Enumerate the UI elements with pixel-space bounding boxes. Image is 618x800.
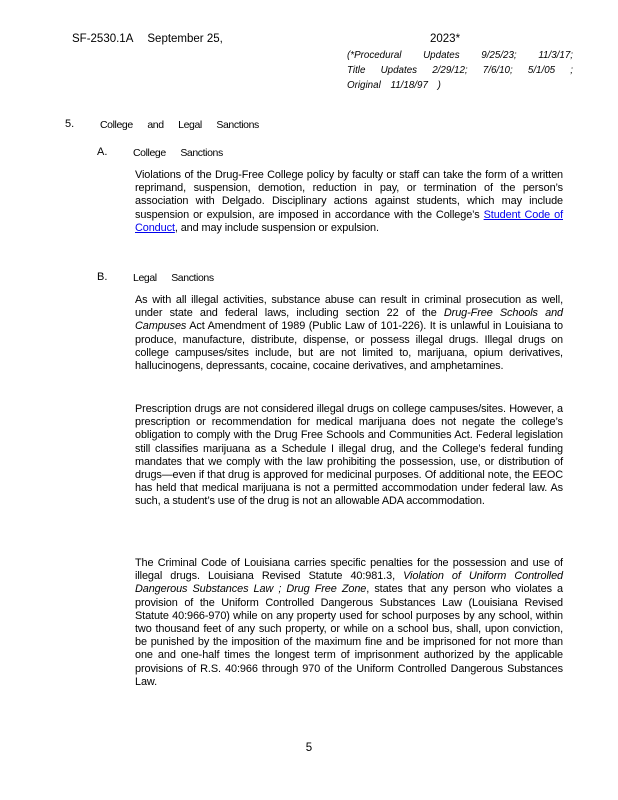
student-code-of-conduct-link[interactable]: Student Code of Conduct (135, 208, 563, 234)
header-year: 2023* (430, 33, 461, 45)
section-title: College and Legal Sanctions (100, 119, 259, 131)
text-run: The Criminal Code of Louisiana carries specific penalties for the possession and use of illegal drugs. Louisiana Revised Statute 40:981.3, (135, 557, 563, 583)
header-date: September 25, (147, 33, 223, 45)
subsection-a-letter: A. (97, 146, 108, 158)
text-run: Prescription drugs are not considered illegal drugs on college campuses/sites. However, a prescription or recommendation for medical marijuana does not negate the college’s obligation to comply with the Drug Free Schools and Communities Act. Federal legislation still classifies marijuana as a Schedule I illegal drug, and the College’s federal funding mandates that we comply with the law prohibiting the possession, use, or distribution of drugs—even if that drug is approved for medicinal purposes. Of additional note, the EEOC has held that medical marijuana is not a permitted accommodation under federal law. As such, a student’s use of the drug is not an allowable ADA accommodation. (135, 403, 563, 508)
revision-line: (*Procedural Updates 9/25/23; 11/3/17; (347, 50, 573, 61)
document-id: SF-2530.1A (72, 33, 134, 45)
subsection-b-title: Legal Sanctions (133, 272, 214, 284)
revision-line: Title Updates 2/29/12; 7/6/10; 5/1/05 ; (347, 64, 573, 76)
revision-line: Original 11/18/97 ) (347, 79, 441, 91)
subsection-b-letter: B. (97, 271, 108, 283)
subsection-b-paragraph-2 (135, 403, 563, 509)
section-number: 5. (65, 118, 75, 130)
subsection-a-paragraph (135, 169, 563, 235)
header-left (72, 33, 223, 45)
italic-text-run: Violation of Uniform Controlled Dangerous Substances Law ; Drug Free Zone (135, 570, 564, 596)
revision-history-note (347, 49, 573, 93)
page-number: 5 (305, 742, 313, 754)
text-run: Violations of the Drug-Free College policy by faculty or staff can take the form of a written reprimand, suspension, demotion, reduction in pay, or termination of the person’s association with Delgado. Disciplinary actions against students, which may include suspension or expulsion, are imposed in accordance with the College’s (135, 169, 563, 221)
text-run: , and may include suspension or expulsion. (174, 221, 379, 234)
subsection-b-paragraph-1 (135, 294, 563, 373)
subsection-b-paragraph-3 (135, 557, 563, 689)
subsection-a-title: College Sanctions (133, 147, 223, 159)
text-run: As with all illegal activities, substance abuse can result in criminal prosecution as well, under state and federal laws, including section 22 of the (135, 294, 563, 320)
text-run: , states that any person who violates a provision of the Uniform Controlled Dangerous Substances Law (Louisiana Revised Statute 40:966-970) while on any property used for school purposes by any school, within two thousand feet of any such property, or while on a school bus, shall, upon conviction, be punished by the imposition of the maximum fine and be imprisoned for not more than one and one-half times the longest term of imprisonment authorized by the applicable provisions of R.S. 40:966 through 970 of the Uniform Controlled Dangerous Substances Law. (135, 583, 563, 688)
text-run: Act Amendment of 1989 (Public Law of 101-226). It is unlawful in Louisiana to produce, manufacture, distribute, dispense, or possess illegal drugs. Illegal drugs on college campuses/sites include, but are not limited to, marijuana, opium derivatives, hallucinogens, depressants, cocaine, cocaine derivatives, and amphetamines. (135, 320, 563, 373)
italic-text-run: Drug-Free Schools and Campuses (135, 307, 563, 333)
